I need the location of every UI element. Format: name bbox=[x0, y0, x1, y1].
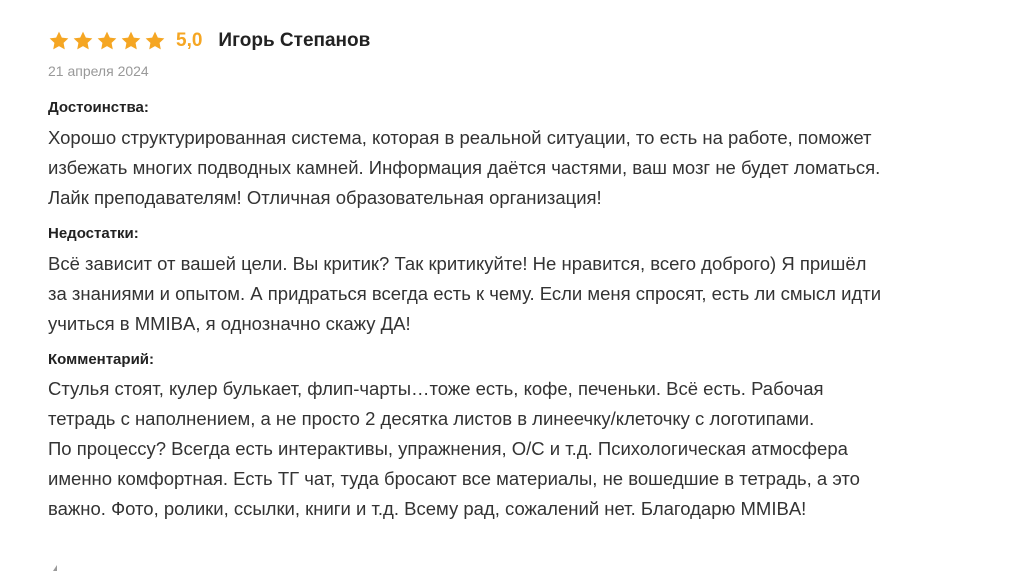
cons-title: Недостатки: bbox=[48, 225, 139, 242]
star-icon bbox=[144, 30, 166, 52]
review-header bbox=[48, 26, 981, 56]
comment-text: Стулья стоят, кулер булькает, флип-чарты…тоже есть, кофе, печеньки. Всё есть. Рабочая тетрадь с наполнением, а не просто 2 десятка листов в линеечку/клеточку с логотипами. По процессу? Всегда есть интерактивы, упражнения, О/С и т.д. Психологическая атмосфера именно комфортная. Есть ТГ чат, туда бросают все материалы, не вошедшие в тетрадь, а это важно. Фото, ролики, ссылки, книги и т.д. Всему рад, сожалений нет. Благодарю MMIBA! bbox=[48, 378, 860, 519]
star-icon bbox=[96, 30, 118, 52]
pros-text: Хорошо структурированная система, которая в реальной ситуации, то есть на работе, поможет избежать многих подводных камней. Информация даётся частями, ваш мозг не будет ломаться. Лайк преподавателям! Отличная образовательная организация! bbox=[48, 127, 881, 208]
comment-title: Комментарий: bbox=[48, 351, 155, 368]
review-date: 21 апреля 2024 bbox=[48, 63, 149, 79]
pros-title: Достоинства: bbox=[48, 99, 149, 116]
author-name[interactable]: Игорь Степанов bbox=[218, 30, 371, 51]
cons-section bbox=[48, 225, 981, 339]
cons-text: Всё зависит от вашей цели. Вы критик? Так критикуйте! Не нравится, всего доброго) Я пришёл за знаниями и опытом. А придраться всегда есть к чему. Если меня спросят, есть ли смысл идти учиться в MMIBA, я однозначно скажу ДА! bbox=[48, 253, 882, 334]
star-icon bbox=[120, 30, 142, 52]
star-icon bbox=[48, 30, 70, 52]
pros-section bbox=[48, 99, 981, 213]
rating-stars bbox=[48, 30, 166, 52]
star-icon bbox=[72, 30, 94, 52]
rating-value: 5,0 bbox=[176, 30, 203, 51]
thumb-up-icon[interactable] bbox=[52, 562, 68, 571]
comment-section bbox=[48, 351, 981, 524]
